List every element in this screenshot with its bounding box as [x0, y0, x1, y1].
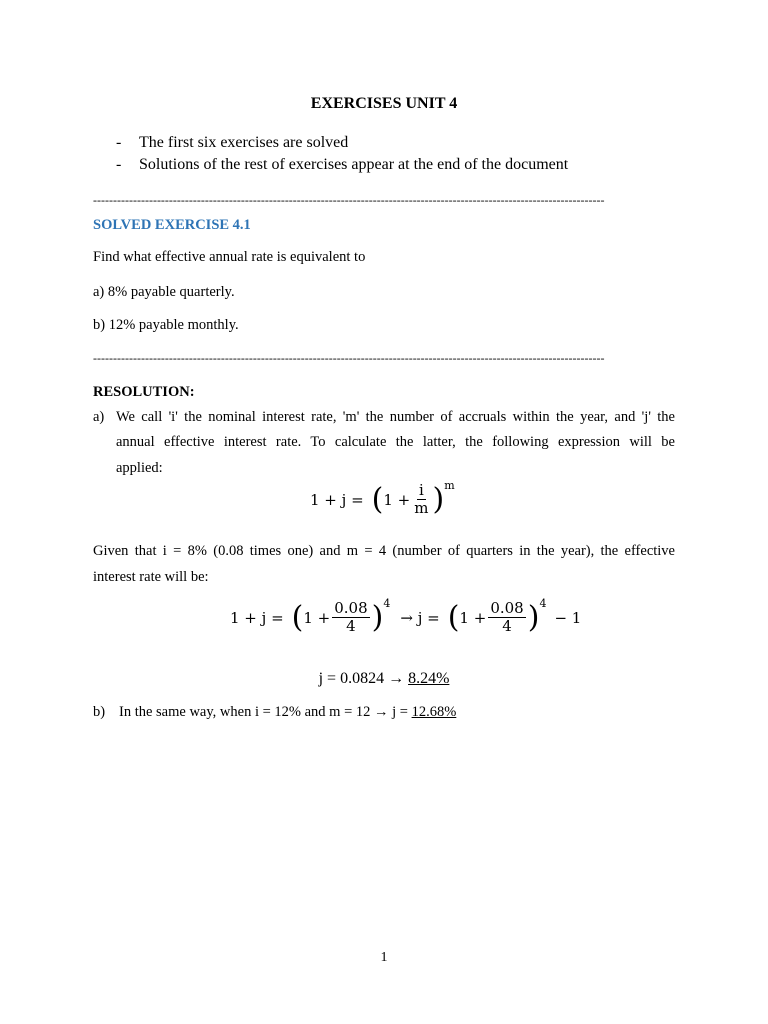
- bullet-marker: -: [116, 156, 122, 173]
- resolution-heading: RESOLUTION:: [93, 384, 195, 400]
- page-number: 1: [380, 950, 388, 965]
- resolution-b-value: 12.68%: [411, 704, 457, 720]
- separator-line: --------------------------------------------------------------------------------------------------------------------------------: [93, 193, 605, 207]
- fraction: [488, 600, 525, 635]
- paren-open: (: [371, 481, 384, 517]
- fraction-denominator: 4: [502, 617, 512, 635]
- paren-close: ): [371, 599, 384, 635]
- bullet-item: [116, 132, 568, 154]
- fraction: [332, 600, 369, 635]
- fraction-numerator: i: [418, 481, 424, 499]
- resolution-a-label: a): [93, 409, 105, 425]
- result-line: [0, 670, 768, 688]
- formula-effective-rate: [310, 479, 455, 517]
- paren-open: (: [291, 599, 304, 635]
- fraction-denominator: m: [414, 499, 429, 517]
- result-prefix: j = 0.0824 →: [318, 670, 405, 687]
- formula-lhs: 1 + j =: [230, 608, 284, 627]
- resolution-a-line: applied:: [116, 460, 163, 476]
- intro-bullet-list: [116, 132, 568, 176]
- exponent: m: [444, 479, 455, 492]
- bullet-text: Solutions of the rest of exercises appear at the end of the document: [139, 156, 569, 173]
- resolution-a-line: annual effective interest rate. To calculate the latter, the following expression will be: [116, 434, 675, 450]
- resolution-a-line: We call 'i' the nominal interest rate, 'm' the number of accruals within the year, and 'j' the: [116, 409, 675, 425]
- resolution-b-line: [119, 704, 456, 721]
- exercise-prompt: Find what effective annual rate is equivalent to: [93, 249, 366, 265]
- exercise-heading: SOLVED EXERCISE 4.1: [93, 217, 251, 233]
- fraction-numerator: 0.08: [490, 599, 524, 617]
- paren-close: ): [432, 481, 445, 517]
- bullet-item: [116, 154, 568, 176]
- page-title: EXERCISES UNIT 4: [310, 95, 458, 112]
- formula-lhs: 1 + j =: [310, 490, 364, 509]
- fraction-denominator: 4: [346, 617, 356, 635]
- resolution-b-text: In the same way, when i = 12% and m = 12 → j =: [119, 704, 408, 720]
- formula-arrow: → j =: [400, 608, 440, 627]
- formula-one-plus: 1 +: [303, 608, 331, 627]
- exponent: 4: [539, 597, 547, 610]
- paren-open: (: [447, 599, 460, 635]
- resolution-b-label: b): [93, 704, 106, 720]
- exercise-item-b: b) 12% payable monthly.: [93, 317, 239, 333]
- given-line: interest rate will be:: [93, 569, 209, 585]
- result-value: 8.24%: [408, 670, 450, 687]
- formula-calculation: [230, 597, 582, 635]
- paren-close: ): [527, 599, 540, 635]
- given-line: Given that i = 8% (0.08 times one) and m = 4 (number of quarters in the year), the effective: [93, 543, 675, 559]
- fraction: [412, 482, 430, 517]
- formula-one-plus: 1 +: [383, 490, 411, 509]
- bullet-marker: -: [116, 134, 122, 151]
- formula-tail: − 1: [554, 608, 582, 627]
- separator-line: --------------------------------------------------------------------------------------------------------------------------------: [93, 351, 605, 365]
- bullet-text: The first six exercises are solved: [139, 134, 349, 151]
- exercise-item-a: a) 8% payable quarterly.: [93, 284, 235, 300]
- formula-one-plus: 1 +: [459, 608, 487, 627]
- fraction-numerator: 0.08: [334, 599, 368, 617]
- exponent: 4: [383, 597, 391, 610]
